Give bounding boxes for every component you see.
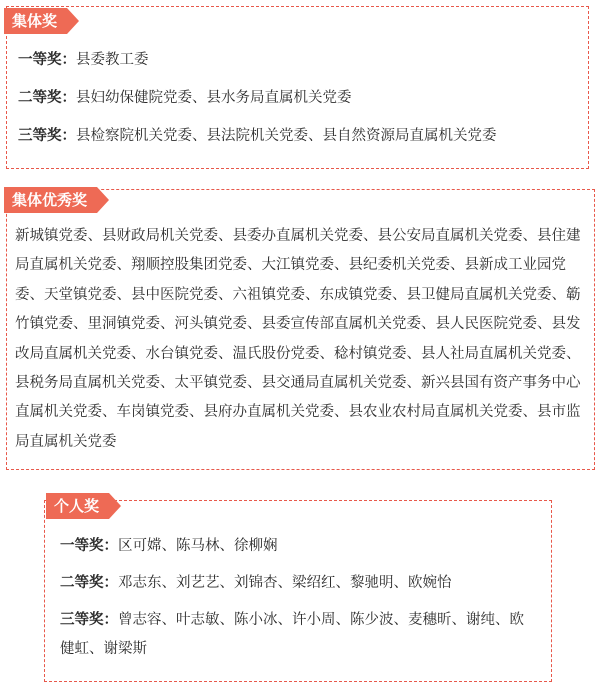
collective-award-tag: 集体奖	[4, 8, 67, 34]
prize-label: 一等奖	[18, 52, 62, 68]
collective-first-prize	[18, 50, 149, 70]
prize-sep: ：	[61, 128, 76, 144]
prize-sep: ：	[103, 612, 118, 628]
prize-label: 三等奖	[60, 612, 104, 628]
prize-label: 二等奖	[18, 90, 62, 106]
prize-value: 曾志容、叶志敏、陈小冰、许小周、陈少波、麦穗昕、谢纯、欧健虹、谢梁斯	[60, 612, 524, 658]
excellent-award-list: 新城镇党委、县财政局机关党委、县委办直属机关党委、县公安局直属机关党委、县住建局直属机关党委、翔顺控股集团党委、大江镇党委、县纪委机关党委、县新成工业园党委、天堂镇党委、县中医院党委、六祖镇党委、东成镇党委、县卫健局直属机关党委、簕竹镇党委、里洞镇党委、河头镇党委、县委宣传部直属机关党委、县人民医院党委、县发改局直属机关党委、水台镇党委、温氏股份党委、稔村镇党委、县人社局直属机关党委、县税务局直属机关党委、太平镇党委、县交通局直属机关党委、新兴县国有资产事务中心直属机关党委、车岗镇党委、县府办直属机关党委、县农业农村局直属机关党委、县市监局直属机关党委	[15, 228, 581, 450]
individual-award-tag: 个人奖	[46, 493, 109, 519]
prize-sep: ：	[103, 538, 118, 554]
prize-label: 二等奖	[60, 575, 104, 591]
individual-first-prize	[60, 536, 278, 556]
prize-label: 三等奖	[18, 128, 62, 144]
prize-label: 一等奖	[60, 538, 104, 554]
individual-second-prize	[60, 573, 452, 593]
collective-third-prize	[18, 126, 497, 146]
prize-sep: ：	[61, 90, 76, 106]
prize-value: 县委教工委	[76, 52, 149, 68]
collective-second-prize	[18, 88, 352, 108]
prize-value: 县检察院机关党委、县法院机关党委、县自然资源局直属机关党委	[76, 128, 497, 144]
prize-value: 邓志东、刘艺艺、刘锦杏、梁绍红、黎驰明、欧婉怡	[118, 575, 452, 591]
prize-sep: ：	[103, 575, 118, 591]
prize-value: 区可嫦、陈马林、徐柳娴	[118, 538, 278, 554]
individual-third-prize	[60, 606, 532, 665]
prize-sep: ：	[61, 52, 76, 68]
prize-value: 县妇幼保健院党委、县水务局直属机关党委	[76, 90, 352, 106]
excellent-award-tag: 集体优秀奖	[4, 187, 97, 213]
